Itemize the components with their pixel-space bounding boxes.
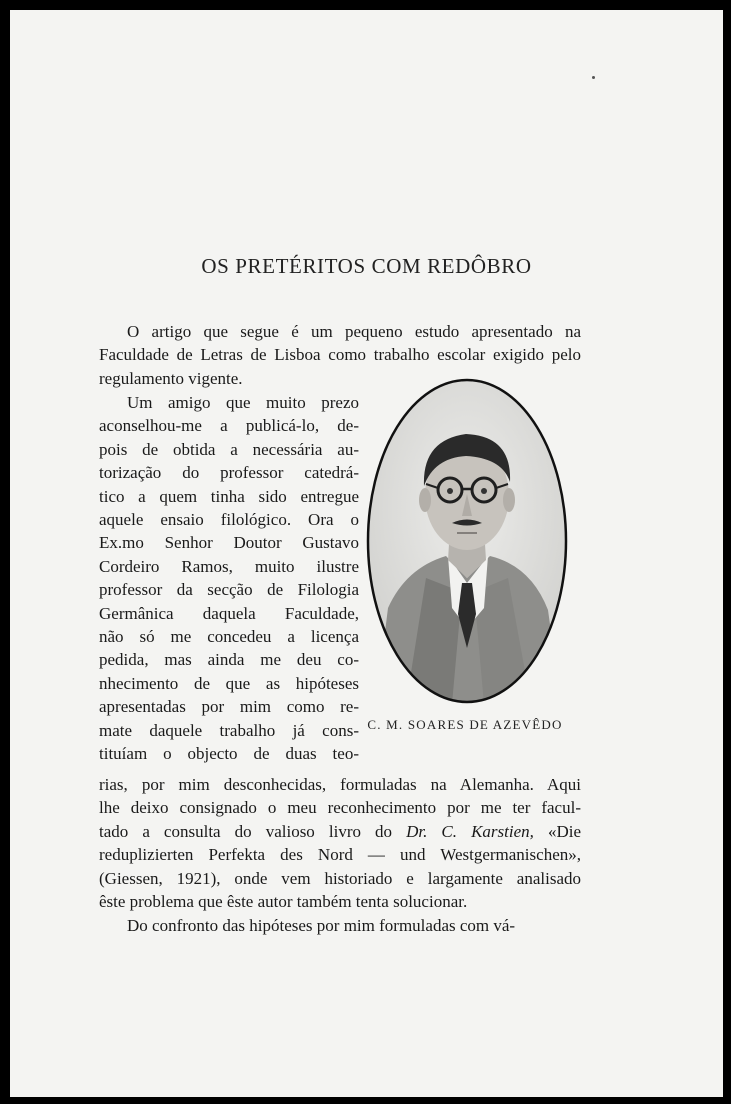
text-line: reduplizierten Perfekta des Nord — und Westgermanischen», — [99, 845, 581, 865]
text-line: êste problema que êste autor também tenta solucionar. — [99, 892, 468, 912]
text-line: tico a quem tinha sido entregue — [99, 486, 359, 506]
text-line: mate daquele trabalho já cons- — [99, 720, 359, 740]
text-line: Germânica daquela Faculdade, — [99, 603, 359, 623]
paragraph-1: O artigo que segue é um pequeno estudo apresentado na Faculdade de Letras de Lisboa como trabalho escolar exigido pelo regulamento vigente. — [99, 322, 581, 388]
paragraph-2-column — [99, 391, 359, 766]
document-page — [10, 10, 723, 1097]
text-line: aconselhou-me a publicá-lo, de- — [99, 416, 359, 436]
text-line: rias, por mim desconhecidas, formuladas na Alemanha. Aqui — [99, 775, 581, 794]
text-line: torização do professor catedrá- — [99, 463, 359, 483]
text-line: professor da secção de Filologia — [99, 580, 359, 600]
text-line: pedida, mas ainda me deu co- — [99, 650, 359, 670]
portrait-caption: C. M. SOARES DE AZEVÊDO — [367, 717, 563, 732]
portrait-image — [366, 378, 568, 704]
paragraph-3: Do confronto das hipóteses por mim formuladas com vá- — [127, 916, 516, 935]
text-segment: tado a consulta do valioso livro do — [99, 821, 407, 841]
text-line: aquele ensaio filológico. Ora o — [99, 510, 359, 530]
text-segment: «Die — [533, 821, 581, 841]
speck — [592, 76, 595, 79]
text-line: não só me concedeu a licença — [99, 627, 359, 647]
text-line: Um amigo que muito prezo — [127, 393, 359, 412]
text-line: Ex.mo Senhor Doutor Gustavo — [99, 533, 359, 553]
text-line — [99, 820, 581, 843]
text-line: apresentadas por mim como re- — [99, 697, 359, 717]
page-title: OS PRETÉRITOS COM REDÔBRO — [201, 254, 532, 278]
text-line: nhecimento de que as hipóteses — [99, 673, 359, 693]
paragraph-2-tail — [99, 773, 581, 913]
text-line: tituíam o objecto de duas teo- — [99, 744, 359, 764]
text-line: pois de obtida a necessária au- — [99, 439, 359, 459]
text-line: Cordeiro Ramos, muito ilustre — [99, 556, 359, 576]
book-author: Dr. C. Karstien, — [406, 821, 534, 841]
text-line: lhe deixo consignado o meu reconhecimento por me ter facul- — [99, 798, 581, 818]
text-line: (Giessen, 1921), onde vem historiado e largamente analisado — [99, 868, 581, 888]
